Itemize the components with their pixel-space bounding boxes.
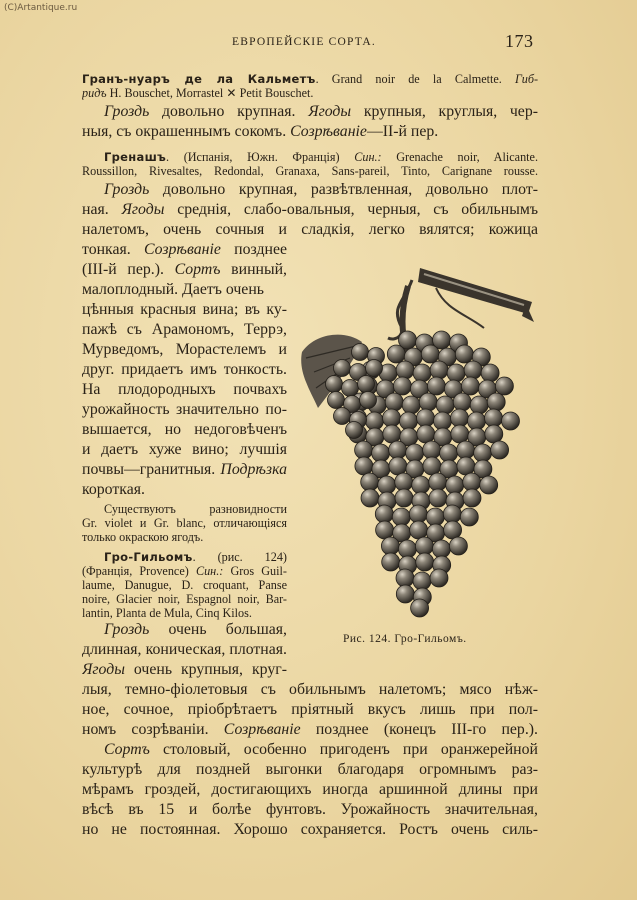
grape-berry [342, 380, 359, 397]
grape-berry [361, 489, 379, 507]
text-run: мѣрамъ гроздей, достигающихъ иногда аршинной длины при [82, 781, 538, 798]
grape-berry [436, 396, 454, 414]
grape-berry [491, 441, 509, 459]
text-run: номъ созрѣваніи. [82, 721, 224, 738]
text-line [82, 360, 287, 379]
grape-cluster-illustration [296, 262, 534, 627]
text-line [82, 502, 287, 516]
text-line [82, 420, 287, 439]
grape-berry [355, 441, 373, 459]
grape-berry [346, 422, 363, 439]
grape-berry [395, 489, 413, 507]
text-run: почвы—гранитныя. [82, 461, 221, 478]
text-line [82, 530, 287, 544]
grape-berry [366, 360, 383, 377]
text-run: только окраскою ягодъ. [82, 530, 204, 544]
text-line [82, 122, 538, 141]
grape-berry [447, 364, 465, 382]
text-run: . Grand noir de la Calmette. [315, 72, 516, 86]
grape-berry [432, 540, 450, 558]
grape-berry [412, 476, 430, 494]
grape-berry [423, 441, 441, 459]
grape-berry [468, 412, 486, 430]
text-run: Существуютъ разновидности [104, 502, 287, 516]
text-line [82, 800, 538, 819]
grape-berry [474, 444, 492, 462]
grape-berry [402, 396, 420, 414]
grape-berry [455, 345, 473, 363]
grape-berry [328, 392, 345, 409]
text-run: Gros Guil- [223, 564, 287, 578]
grape-berry [396, 585, 414, 603]
grape-berry [446, 476, 464, 494]
text-line [82, 606, 287, 620]
grape-berry [434, 412, 452, 430]
text-run: Gr. violet и Gr. blanc, отличающіяся [82, 516, 287, 530]
variety-name: Гренашъ [104, 150, 167, 164]
text-run: и даетъ хуже вино; лучшія [82, 441, 287, 458]
grape-berry [430, 569, 448, 587]
grape-berry [419, 393, 437, 411]
text-line [82, 640, 287, 659]
italic-term: Син.: [354, 150, 382, 164]
grape-berry [460, 508, 478, 526]
text-run: (III-й пер.). [82, 261, 175, 278]
text-line [82, 660, 287, 679]
text-run: Мурведомъ, Морастелемъ и [82, 341, 287, 358]
grape-berry [398, 540, 416, 558]
grape-berry [423, 457, 441, 475]
text-run: довольно крупная. [149, 103, 309, 120]
grape-berry [406, 444, 424, 462]
grape-berry [444, 521, 462, 539]
text-line [82, 820, 538, 839]
text-line [82, 740, 538, 759]
text-run: позднее [220, 241, 287, 258]
grape-berry [409, 505, 427, 523]
text-line [82, 620, 287, 639]
grape-berry [502, 412, 520, 430]
text-line [82, 180, 538, 199]
text-line [82, 320, 287, 339]
grape-berry [487, 393, 505, 411]
text-line [82, 700, 538, 719]
grape-berry [430, 361, 448, 379]
grape-berry [495, 377, 513, 395]
text-run: ныя, съ окрашеннымъ сокомъ. [82, 123, 291, 140]
grape-berry [383, 409, 401, 427]
text-run: культурѣ для поздней выгонки благодаря огромнымъ раз- [82, 761, 538, 778]
text-run: laume, Danugue, D. croquant, Panse [82, 578, 287, 592]
text-run: лыя, темно-фіолетовыя съ обильнымъ налетомъ; мясо нѣж- [82, 681, 538, 698]
grape-berry [449, 537, 467, 555]
text-line [82, 440, 287, 459]
grape-berry [410, 521, 428, 539]
text-run: . (Испанія, Южн. Франція) [166, 150, 355, 164]
grape-berry [481, 364, 499, 382]
variety-name: Гро-Гильомъ [104, 550, 193, 564]
grape-berry [463, 473, 481, 491]
text-run: довольно крупная, развѣтвленная, довольно плот- [149, 181, 538, 198]
italic-term: Син.: [195, 564, 224, 578]
italic-term: Сортъ [174, 261, 221, 278]
grape-berry [366, 412, 384, 430]
text-line [82, 380, 287, 399]
grape-berry [378, 476, 396, 494]
italic-term: Ягоды [82, 661, 125, 678]
grape-berry [375, 505, 393, 523]
text-run: вѣсѣ въ 15 и болѣе фунтовъ. Урожайность значительная, [82, 801, 538, 818]
italic-term: Гроздь [104, 103, 150, 120]
grape-berry [429, 473, 447, 491]
text-line [82, 72, 538, 86]
text-run: пажѣ съ Арамономъ, Террэ, [82, 321, 287, 338]
italic-term: Гроздь [104, 181, 150, 198]
grape-berry [413, 364, 431, 382]
text-run: но не постоянная. Хорошо сохраняется. Ростъ очень силь- [82, 821, 538, 838]
grape-berry [464, 361, 482, 379]
italic-term: Созрѣваніе [223, 721, 301, 738]
text-line [82, 280, 287, 299]
text-line [82, 150, 538, 164]
italic-term: Ягоды [308, 103, 352, 120]
text-line [82, 164, 538, 178]
text-run: (Франція, Provence) [82, 564, 196, 578]
grape-berry [352, 344, 369, 361]
grape-berry [443, 505, 461, 523]
grape-berry [387, 345, 405, 363]
text-run: столовый, особенно пригоденъ при оранжерейной [149, 741, 538, 758]
text-line [82, 340, 287, 359]
grape-berry [427, 377, 445, 395]
grape-berry [417, 409, 435, 427]
text-line [82, 680, 538, 699]
grape-berry [426, 508, 444, 526]
text-run: малоплодный. Даетъ очень [82, 281, 264, 298]
grape-berry [451, 409, 469, 427]
grape-berry [396, 361, 414, 379]
text-line [82, 760, 538, 779]
text-run: ное, сочное, пріобрѣтаетъ пріятный вкусъ лишь при пол- [82, 701, 538, 718]
grape-berry [326, 376, 343, 393]
grape-berry [389, 441, 407, 459]
text-run: урожайность значительно по- [82, 401, 287, 418]
watermark: (C)Artantique.ru [4, 3, 78, 13]
text-run: ная. [82, 201, 122, 218]
text-run: очень крупныя, круг- [124, 661, 287, 678]
grape-berry [415, 537, 433, 555]
text-run: винный, [220, 261, 287, 278]
text-run: Grenache noir, Alicante. [381, 150, 538, 164]
text-run: длинная, коническая, плотная. [82, 641, 287, 658]
text-line [82, 780, 538, 799]
text-line [82, 102, 538, 121]
text-run: крупныя, круглыя, чер- [351, 103, 538, 120]
grape-cluster-drawing [296, 262, 534, 627]
grape-berry [392, 508, 410, 526]
italic-term: Подрѣзка [220, 461, 287, 478]
text-line [82, 200, 538, 219]
text-line [82, 480, 287, 499]
text-run: noire, Glacier noir, Espagnol noir, Bar- [82, 592, 287, 606]
text-line [82, 300, 287, 319]
text-run: Roussillon, Rivesaltes, Redondal, Granaxa, Sans-pareil, Tinto, Carignane rousse. [82, 164, 538, 178]
grape-berry [334, 360, 351, 377]
grape-berry [440, 444, 458, 462]
grape-berry [334, 408, 351, 425]
grape-berry [411, 599, 429, 617]
text-line [82, 564, 287, 578]
text-line [82, 240, 287, 259]
text-run: . (рис. 124) [192, 550, 287, 564]
text-line [82, 400, 287, 419]
grape-berry [461, 377, 479, 395]
grape-berry [470, 396, 488, 414]
grape-berry [453, 393, 471, 411]
grape-berry [480, 476, 498, 494]
text-run: короткая. [82, 481, 145, 498]
grape-berry [372, 444, 390, 462]
text-run: друг. придаетъ имъ тонкость. [82, 361, 287, 378]
grape-berry [389, 457, 407, 475]
grape-berry [358, 376, 375, 393]
italic-term: Созрѣваніе [290, 123, 367, 140]
grape-berry [381, 537, 399, 555]
text-line [82, 550, 287, 564]
grape-berry [417, 425, 435, 443]
italic-term: Ягоды [121, 201, 165, 218]
italic-term: Гиб- [515, 72, 538, 86]
grape-berry [457, 441, 475, 459]
grape-berry [421, 345, 439, 363]
text-line [82, 220, 538, 239]
running-title: ЕВРОПЕЙСКІЕ СОРТА. [232, 36, 376, 48]
text-run: На плодородныхъ почвахъ [82, 381, 287, 398]
page-number: 173 [505, 31, 534, 51]
italic-term: Гроздь [104, 621, 150, 638]
grape-berry [385, 393, 403, 411]
grape-berry [457, 457, 475, 475]
grape-berry [355, 457, 373, 475]
text-line [82, 516, 287, 530]
grape-berry [451, 425, 469, 443]
text-run: —II-й пер. [366, 123, 439, 140]
text-run: H. Bouschet, Morrastel ✕ Petit Bouschet. [106, 86, 314, 100]
grape-berry [413, 572, 431, 590]
grape-berry [395, 473, 413, 491]
grape-berry [360, 392, 377, 409]
text-run: цѣнныя красныя вина; въ ку- [82, 301, 287, 318]
grape-berry [400, 412, 418, 430]
grape-berry [463, 489, 481, 507]
grape-berry [383, 425, 401, 443]
grape-berry [382, 553, 400, 571]
grape-berry [485, 409, 503, 427]
text-run: очень большая, [149, 621, 287, 638]
italic-term: Сортъ [104, 741, 150, 758]
grape-berry [416, 553, 434, 571]
text-line [82, 260, 287, 279]
text-run: налетомъ, очень сочныя и сладкія, легко вялятся; кожица [82, 221, 538, 238]
italic-term: Созрѣваніе [144, 241, 221, 258]
text-run: позднее (конецъ III-го пер.). [300, 721, 538, 738]
text-line [82, 460, 287, 479]
grape-berry [485, 425, 503, 443]
grape-berry [393, 377, 411, 395]
italic-term: ридъ [82, 86, 107, 100]
variety-name: Гранъ-нуаръ де ла Кальметъ [82, 72, 316, 86]
grape-berry [429, 489, 447, 507]
text-run: вышается, но недоговѣченъ [82, 421, 287, 438]
text-run: lantin, Planta de Mula, Cinq Kilos. [82, 606, 252, 620]
grape-berry [376, 521, 394, 539]
text-line [82, 578, 287, 592]
grape-berry [396, 569, 414, 587]
grape-berry [361, 473, 379, 491]
text-line [82, 592, 287, 606]
text-run: среднія, слабо-овальныя, черныя, съ обильнымъ [164, 201, 538, 218]
text-line [82, 86, 538, 100]
text-line [82, 720, 538, 739]
text-run: тонкая. [82, 241, 145, 258]
figure-caption: Рис. 124. Гро-Гильомъ. [343, 633, 467, 645]
